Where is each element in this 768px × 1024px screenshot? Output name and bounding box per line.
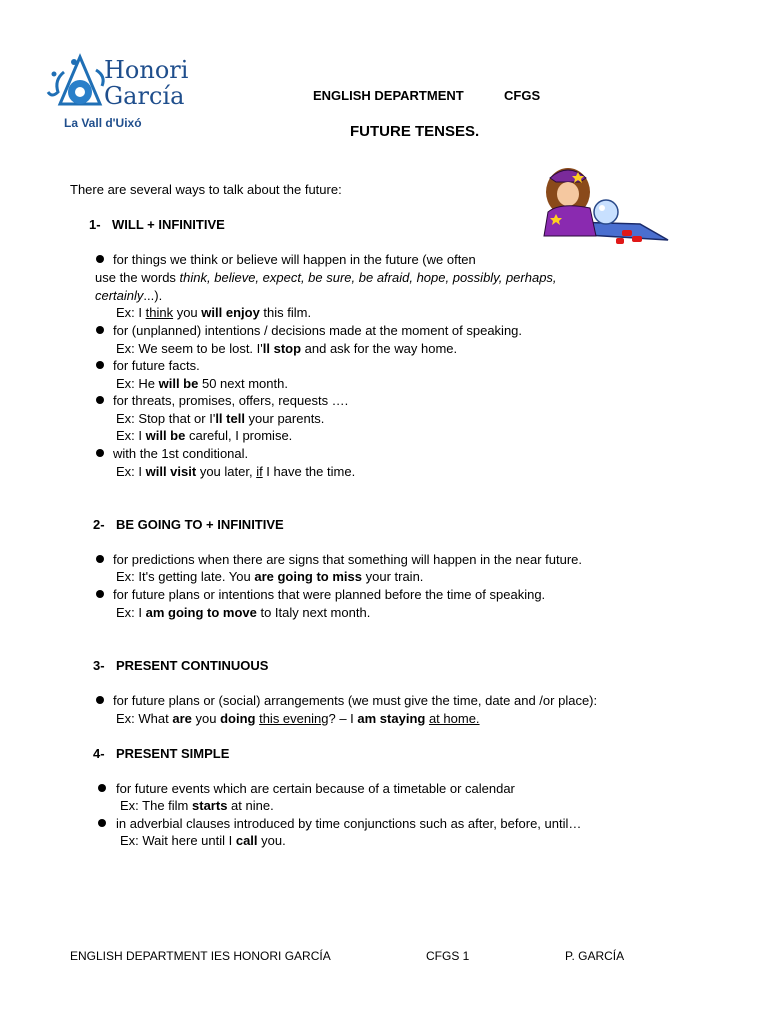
bullet-dot (96, 361, 104, 369)
text-span: Ex: The film (120, 798, 193, 813)
section-1-number: 1- (89, 217, 101, 232)
text-span: Ex: What (116, 711, 173, 726)
s2-bullet2: for future plans or intentions that were planned before the time of speaking. (113, 587, 546, 602)
section-4-number: 4- (93, 746, 105, 761)
s1-bullet1-line2 (95, 269, 557, 286)
bullet-dot (96, 396, 104, 404)
section-3-number: 3- (93, 658, 105, 673)
s2-example2 (116, 604, 370, 621)
s1-bullet1-line3 (95, 287, 162, 304)
s1-bullet5: with the 1st conditional. (113, 446, 249, 461)
footer-left: ENGLISH DEPARTMENT IES HONORI GARCÍA (70, 949, 331, 963)
italic-span: think, believe, expect, be sure, be afraid, hope, possibly, perhaps, (179, 270, 557, 285)
text-span: to Italy next month. (256, 605, 371, 620)
fortune-teller-icon (530, 164, 670, 248)
text-span: use the words (95, 270, 180, 285)
bold-span: will visit (145, 464, 197, 479)
s4-bullet2: in adverbial clauses introduced by time conjunctions such as after, before, until… (116, 816, 582, 831)
text-span: you later, (196, 464, 257, 479)
text-span: ...). (143, 288, 163, 303)
text-span: Ex: We seem to be lost. I' (116, 341, 263, 356)
s1-example4b (116, 427, 292, 444)
s2-example1 (116, 568, 423, 585)
text-span: Ex: I (116, 464, 146, 479)
bold-span: starts (192, 798, 228, 813)
underline-span: this evening (259, 711, 329, 726)
bold-span: will be (158, 376, 199, 391)
s3-bullet1: for future plans or (social) arrangements (we must give the time, date and /or place): (113, 693, 598, 708)
bold-span: doing (220, 711, 256, 726)
s2-bullet1: for predictions when there are signs that something will happen in the near future. (113, 552, 582, 567)
section-2-number: 2- (93, 517, 105, 532)
bullet-dot (96, 449, 104, 457)
section-4-heading: PRESENT SIMPLE (116, 746, 230, 761)
text-span: Ex: He (116, 376, 159, 391)
bold-span: will be (145, 428, 186, 443)
bullet-dot (96, 255, 104, 263)
bullet-dot (96, 555, 104, 563)
s1-example3 (116, 375, 288, 392)
text-span: Ex: I (116, 605, 146, 620)
text-span: and ask for the way home. (301, 341, 458, 356)
text-span: Ex: It's getting late. You (116, 569, 255, 584)
bold-span: call (235, 833, 258, 848)
text-span: you (173, 305, 202, 320)
text-span: at nine. (227, 798, 274, 813)
text-span: Ex: Wait here until I (120, 833, 236, 848)
school-logo (44, 52, 194, 132)
intro-text: There are several ways to talk about the future: (70, 182, 342, 197)
s4-example2 (120, 832, 286, 849)
text-span: you. (257, 833, 286, 848)
header-dept: ENGLISH DEPARTMENT (313, 88, 464, 103)
bold-span: will enjoy (201, 305, 260, 320)
header-course: CFGS (504, 88, 541, 103)
s1-example2 (116, 340, 457, 357)
footer-right: P. GARCÍA (565, 949, 625, 963)
bold-span: am staying (357, 711, 426, 726)
text-span: I have the time. (262, 464, 356, 479)
s1-bullet3: for future facts. (113, 358, 200, 373)
text-span: this film. (259, 305, 312, 320)
s1-bullet2: for (unplanned) intentions / decisions made at the moment of speaking. (113, 323, 523, 338)
text-span: Ex: Stop that or I' (116, 411, 216, 426)
s1-bullet1-line1: for things we think or believe will happen in the future (we often (113, 252, 476, 267)
bold-span: ll tell (215, 411, 245, 426)
text-span: your parents. (244, 411, 325, 426)
s4-bullet1: for future events which are certain because of a timetable or calendar (116, 781, 515, 796)
text-span: 50 next month. (198, 376, 288, 391)
s4-example1 (120, 797, 274, 814)
text-span: careful, I promise. (185, 428, 293, 443)
bullet-dot (96, 326, 104, 334)
s1-bullet4: for threats, promises, offers, requests …. (113, 393, 349, 408)
s3-example1 (116, 710, 480, 727)
s1-example1 (116, 304, 311, 321)
underline-span: think (145, 305, 174, 320)
s1-example4a (116, 410, 324, 427)
underline-span: at home. (428, 711, 480, 726)
text-span: Ex: I (116, 305, 146, 320)
bold-span: ll stop (262, 341, 302, 356)
s1-example5 (116, 463, 355, 480)
bullet-dot (98, 819, 106, 827)
section-3-heading: PRESENT CONTINUOUS (116, 658, 269, 673)
bold-span: are (172, 711, 192, 726)
section-1-heading: WILL + INFINITIVE (112, 217, 225, 232)
logo-line3: La Vall d'Uixó (64, 116, 142, 130)
bold-span: am going to move (145, 605, 257, 620)
bullet-dot (96, 696, 104, 704)
text-span: Ex: I (116, 428, 146, 443)
logo-line2: García (104, 82, 185, 110)
section-2-heading: BE GOING TO + INFINITIVE (116, 517, 284, 532)
footer-mid: CFGS 1 (426, 949, 470, 963)
text-span: you (191, 711, 221, 726)
text-span: your train. (362, 569, 424, 584)
bullet-dot (98, 784, 106, 792)
italic-span: certainly (95, 288, 144, 303)
underline-span: if (256, 464, 263, 479)
text-span: ? – I (328, 711, 358, 726)
page-title: FUTURE TENSES. (350, 123, 480, 140)
bullet-dot (96, 590, 104, 598)
logo-line1: Honori (104, 56, 189, 84)
bold-span: are going to miss (254, 569, 362, 584)
